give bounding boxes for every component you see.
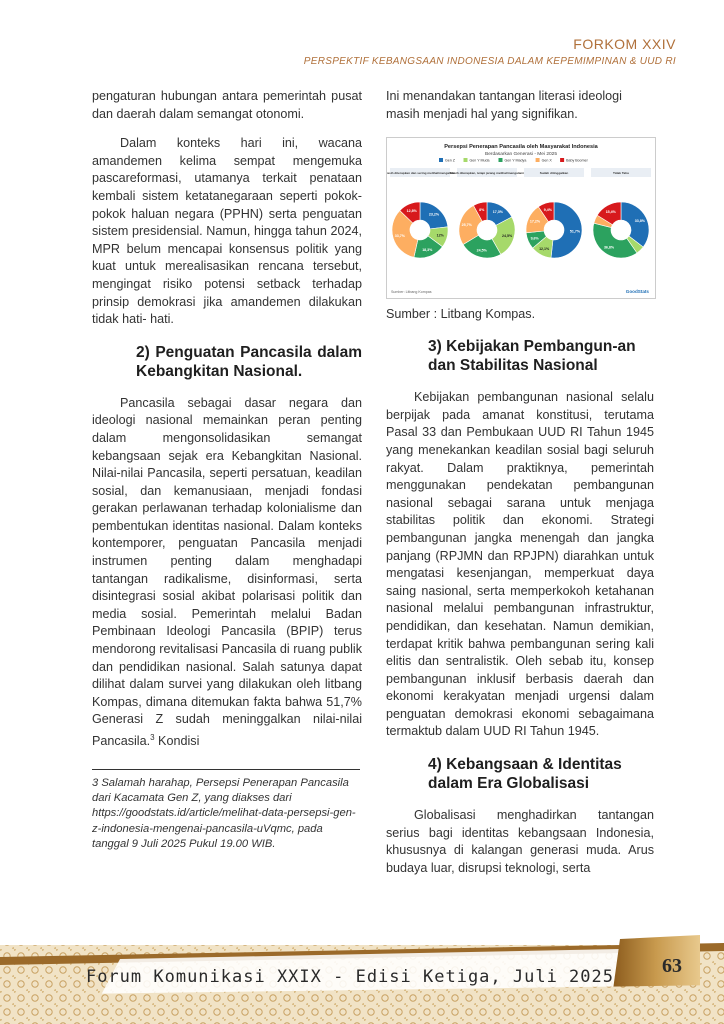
figure-brand: GoodStats — [625, 289, 649, 295]
pie-slice-label: 8% — [479, 208, 485, 213]
figure-legend — [439, 158, 589, 163]
right-paragraph-1: Ini menandakan tantangan literasi ideologi masih menjadi hal yang signifikan. — [386, 89, 622, 121]
legend-label: Gen X — [541, 158, 552, 163]
pie-slice-label: 33,8% — [634, 219, 645, 224]
legend-swatch — [560, 158, 564, 162]
footnote-rule — [92, 769, 360, 770]
pie-slice-label: 51,7% — [569, 229, 581, 234]
left-column — [92, 88, 362, 852]
legend-label: Gen Y Madya — [504, 158, 527, 163]
pie-slice-label: 33,7% — [394, 234, 405, 239]
figure-pies — [387, 168, 651, 258]
pie-slice-label: 17,3% — [492, 210, 503, 215]
legend-label: Gen Y Muda — [469, 158, 490, 163]
legend-swatch — [499, 158, 503, 162]
pie-slice-label: 15,4% — [605, 210, 616, 215]
left-paragraph-3-text: Pancasila sebagai dasar negara dan ideologi nasional memainkan peran penting dalam mengonsolidasikan semangat kebangsaan sejak era Kebangkitan Nasional. Nilai-nilai Pancasila, seperti persatuan, keadilan sosial, dan kemanusiaan, menjadi fondasi gerakan perlawanan terhadap kolonialisme dan pembentukan identitas nasional. Dalam konteks kontemporer, penguatan Pancasila menjadi instrumen penting dalam menghadapi tantangan radikalisme, disinformasi, serta disintegrasi sosial akibat polarisasi politik dan media sosial. Pemerintah melalui Badan Pembinaan Ideologi Pancasila (BPIP) terus mendorong revitalisasi Pancasila di ruang publik dan pendidikan nasional. Salah satunya dapat dilihat dalam survei yang dilakukan oleh litbang Kompas, dimana ditemukan fakta bahwa 51,7% Generasi Z sudah meninggalkan nilai-nilai Pancasila. — [92, 395, 362, 749]
pie-category-label: Masih diterapkan, tetapi jarang melihat/mengalami — [449, 171, 525, 176]
pie-slice-label: 9,6% — [530, 236, 539, 241]
section-heading-2: 2) Penguatan Pancasila dalam Kebangkitan Nasional. — [136, 343, 362, 380]
figure-caption: Sumber : Litbang Kompas. — [386, 307, 536, 322]
left-paragraph-3-tail: Kondisi — [154, 734, 200, 749]
pie-category-label: Tidak Tahu — [612, 171, 630, 176]
pie-slice-label: 17,2% — [529, 219, 541, 224]
pie-slice-label: 36,8% — [603, 245, 615, 250]
pie-slice-label: 9,4% — [543, 208, 552, 213]
pie-slice-label: 12,8% — [406, 209, 417, 214]
section-heading-4: 4) Kebangsaan & Identitas dalam Era Globalisasi — [428, 756, 622, 793]
pie-slice-label: 12,1% — [539, 246, 550, 251]
left-paragraph-1: pengaturan hubungan antara pemerintah pusat dan daerah dalam semangat otonomi. — [92, 89, 362, 121]
right-paragraph-3: Globalisasi menghadirkan tantangan serius bagi identitas kebangsaan Indonesia, khususnya di kalangan generasi muda. Arus budaya luar, disrupsi teknologi, serta — [386, 808, 654, 875]
legend-label: Baby Boomer — [566, 158, 588, 163]
pie-slice-label: 18,3% — [422, 248, 433, 253]
running-header-subtitle: PERSPEKTIF KEBANGSAAN INDONESIA DALAM KEPEMIMPINAN & UUD RI — [303, 56, 676, 67]
figure-subtitle: Berdasarkan Generasi - Mei 2025 — [485, 152, 557, 158]
left-paragraph-3 — [92, 395, 362, 751]
pie-charts — [387, 138, 655, 298]
figure-title: Persepsi Penerapan Pancasila oleh Masyarakat Indonesia — [444, 144, 598, 151]
page-number: 63 — [662, 955, 682, 977]
right-column — [386, 88, 654, 889]
legend-swatch — [464, 158, 468, 162]
footer-text: Forum Komunikasi XXIX - Edisi Ketiga, Juli 2025 — [85, 967, 614, 987]
infographic-figure — [386, 137, 656, 299]
pie-slice-label: 24,5% — [476, 248, 487, 253]
pie-slice-label: 12% — [436, 233, 444, 238]
pie-slice-label: 24,5% — [502, 234, 513, 239]
left-paragraph-2: Dalam konteks hari ini, wacana amandemen kelima sempat mengemuka pascareformasi, utamanya terkait penataan kembali sistem ketatanegaraan seperti pokok-pokok haluan negara (PPHN) serta penguatan sistem presidensial. Namun, hingga tahun 2024, MPR belum mencapai konsensus politik yang kuat untuk merealisasikan rencana tersebut, mengingat risiko potensi setback terhadap prinsip demokrasi jika amandemen dilakukan tidak hati- hati. — [92, 136, 362, 327]
figure-source: Sumber: Litbang Kompas — [391, 290, 432, 295]
pie-slice-label: 25,7% — [461, 222, 472, 227]
right-paragraph-2: Kebijakan pembangunan nasional selalu berpijak pada amanat konstitusi, terutama Pasal 33 dan Pembukaan UUD RI Tahun 1945 yang menekankan keadilan sosial bagi seluruh rakyat. Dalam praktiknya, pemerintah menggunakan pendekatan pembangunan nasional sebagai sarana untuk menjaga stabilitas politik dan ekonomi. Strategi pembangunan jangka menengah dan jangka panjang (RPJMN dan RPJPN) diarahkan untuk mengatasi kesenjangan, memperkuat daya saing nasional, serta memperkokoh ketahanan nasional melalui pembangunan infrastruktur, pendidikan, dan kesehatan. Namun demikian, terdapat kritik bahwa pembangunan sering kali elitis dan sentralistik. Oleh sebab itu, konsep pembangunan inklusif berbasis daerah dan ekonomi kerakyatan menjadi urgensi dalam penguatan demokrasi ekonomi sebagaimana termaktub dalam UUD RI Tahun 1945. — [386, 390, 654, 739]
legend-swatch — [536, 158, 540, 162]
footnote: 3 Salamah harahap, Persepsi Penerapan Pancasila dari Kacamata Gen Z, yang diakses dari https://goodstats.id/article/melihat-data-persepsi-gen-z-indonesia-mengenai-pancasila-uVqmc, pada tanggal 9 Juli 2025 Pukul 19.00 WIB. — [92, 776, 356, 850]
legend-label: Gen Z — [445, 158, 455, 163]
pie-category-label: Sudah ditinggalkan — [539, 171, 569, 176]
legend-swatch — [439, 158, 443, 162]
running-header-title: FORKOM XXIV — [573, 36, 676, 52]
footnote-ref: 3 — [150, 733, 155, 742]
pie-category-label: Masih diterapkan dan sering melihat/mengalami — [387, 171, 456, 176]
pie-slice-label: 23,2% — [428, 212, 440, 217]
section-heading-3: 3) Kebijakan Pembangun-an dan Stabilitas Nasional — [428, 338, 636, 375]
